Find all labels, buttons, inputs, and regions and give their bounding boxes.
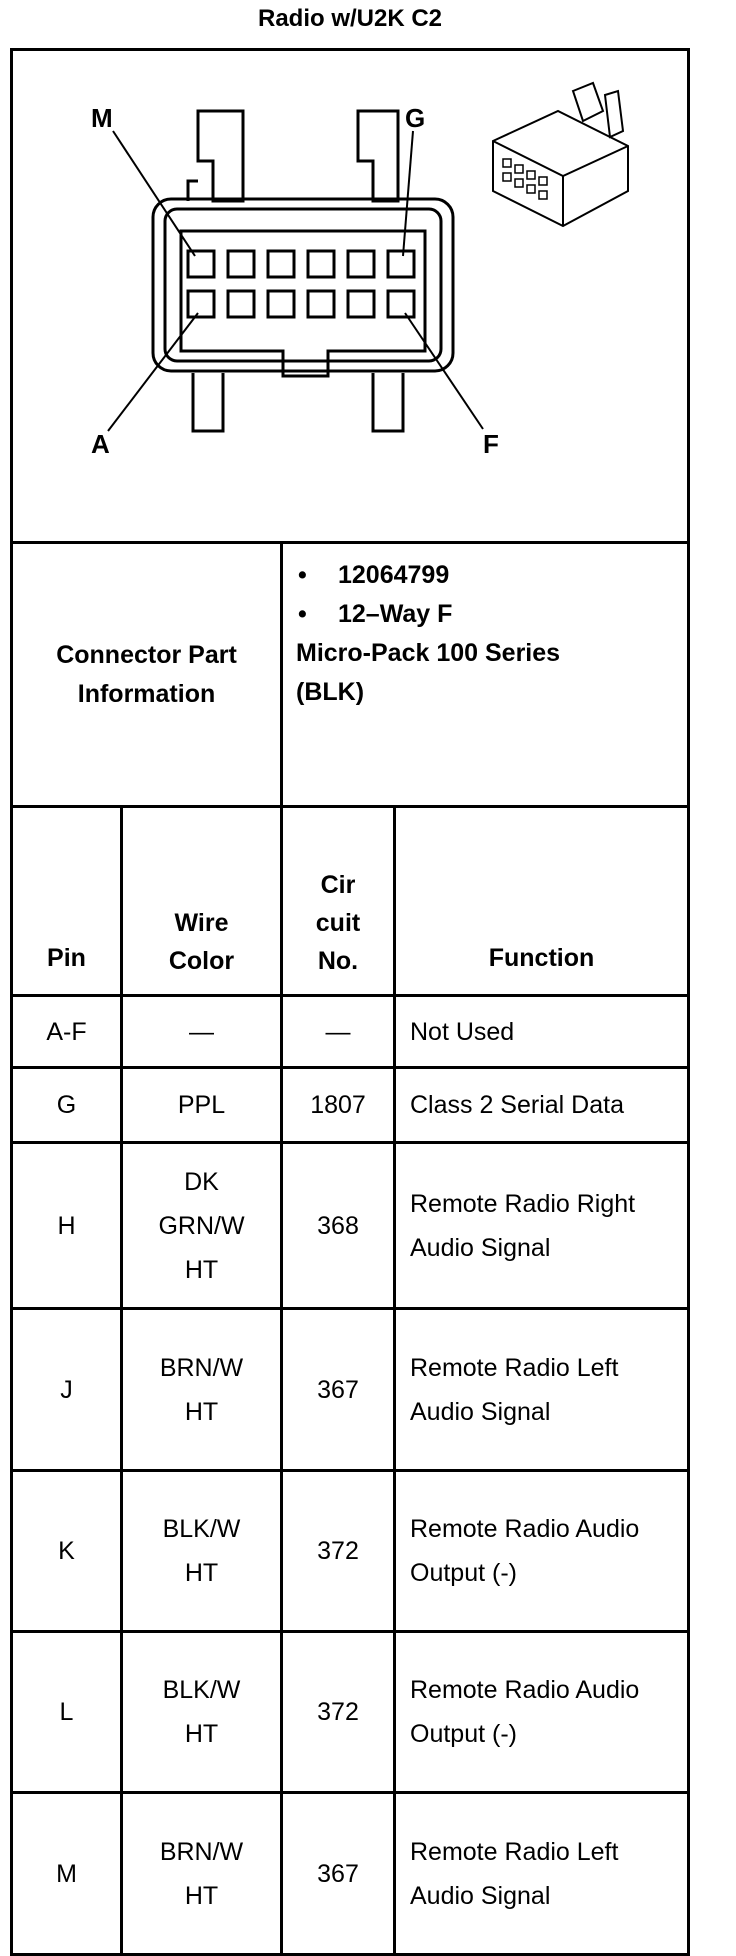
pin-cell: A-F: [46, 1017, 87, 1046]
wire-color-cell: DK GRN/W HT: [158, 1167, 245, 1284]
circuit-cell: 367: [317, 1859, 359, 1888]
function-cell: Remote Radio Audio Output (-): [410, 1676, 640, 1748]
header-circuit-no: Cir cuit No.: [315, 871, 361, 975]
connector-way: 12–Way F: [338, 600, 453, 628]
label-f: F: [483, 429, 499, 459]
label-m: M: [91, 103, 113, 133]
circuit-cell: 368: [317, 1211, 359, 1240]
circuit-cell: 372: [317, 1537, 359, 1565]
connector-series: Micro-Pack 100 Series (BLK): [296, 639, 561, 706]
wire-color-cell: —: [189, 1017, 214, 1046]
wire-color-cell: BLK/W HT: [162, 1676, 241, 1748]
function-cell: Remote Radio Left Audio Signal: [410, 1353, 619, 1426]
header-wire-color: Wire Color: [168, 909, 235, 975]
circuit-cell: 367: [317, 1375, 359, 1404]
function-cell: Class 2 Serial Data: [410, 1091, 624, 1119]
pin-cell: K: [58, 1537, 75, 1565]
label-g: G: [405, 103, 426, 133]
connector-info-details: • 12064799 • 12–Way F Micro-Pack 100 Series (BLK): [296, 556, 616, 712]
pin-cavities: [188, 251, 414, 317]
connector-diagram: [13, 51, 687, 539]
function-cell: Remote Radio Left Audio Signal: [410, 1837, 619, 1910]
wire-color-cell: BLK/W HT: [162, 1515, 241, 1587]
part-number: 12064799: [338, 561, 450, 589]
pin-cell: G: [56, 1091, 77, 1119]
function-cell: Not Used: [410, 1017, 515, 1046]
pin-cell: M: [56, 1859, 77, 1888]
wire-color-cell: PPL: [177, 1091, 226, 1119]
header-function: Function: [488, 944, 595, 972]
wire-color-cell: BRN/W HT: [159, 1353, 244, 1426]
circuit-cell: 372: [317, 1698, 359, 1726]
function-cell: Remote Radio Right Audio Signal: [410, 1189, 636, 1262]
circuit-cell: 1807: [310, 1091, 366, 1119]
label-a: A: [91, 429, 110, 459]
pin-cell: H: [57, 1211, 76, 1240]
connector-isometric-icon: [493, 83, 628, 226]
page-title: Radio w/U2K C2: [257, 5, 443, 32]
function-cell: Remote Radio Audio Output (-): [410, 1515, 640, 1587]
wire-color-cell: BRN/W HT: [159, 1837, 244, 1910]
connector-info-label: Connector Part Information: [56, 640, 237, 708]
circuit-cell: —: [325, 1017, 351, 1046]
pin-cell: J: [60, 1375, 73, 1404]
pin-cell: L: [59, 1698, 74, 1726]
header-pin: Pin: [47, 944, 86, 972]
